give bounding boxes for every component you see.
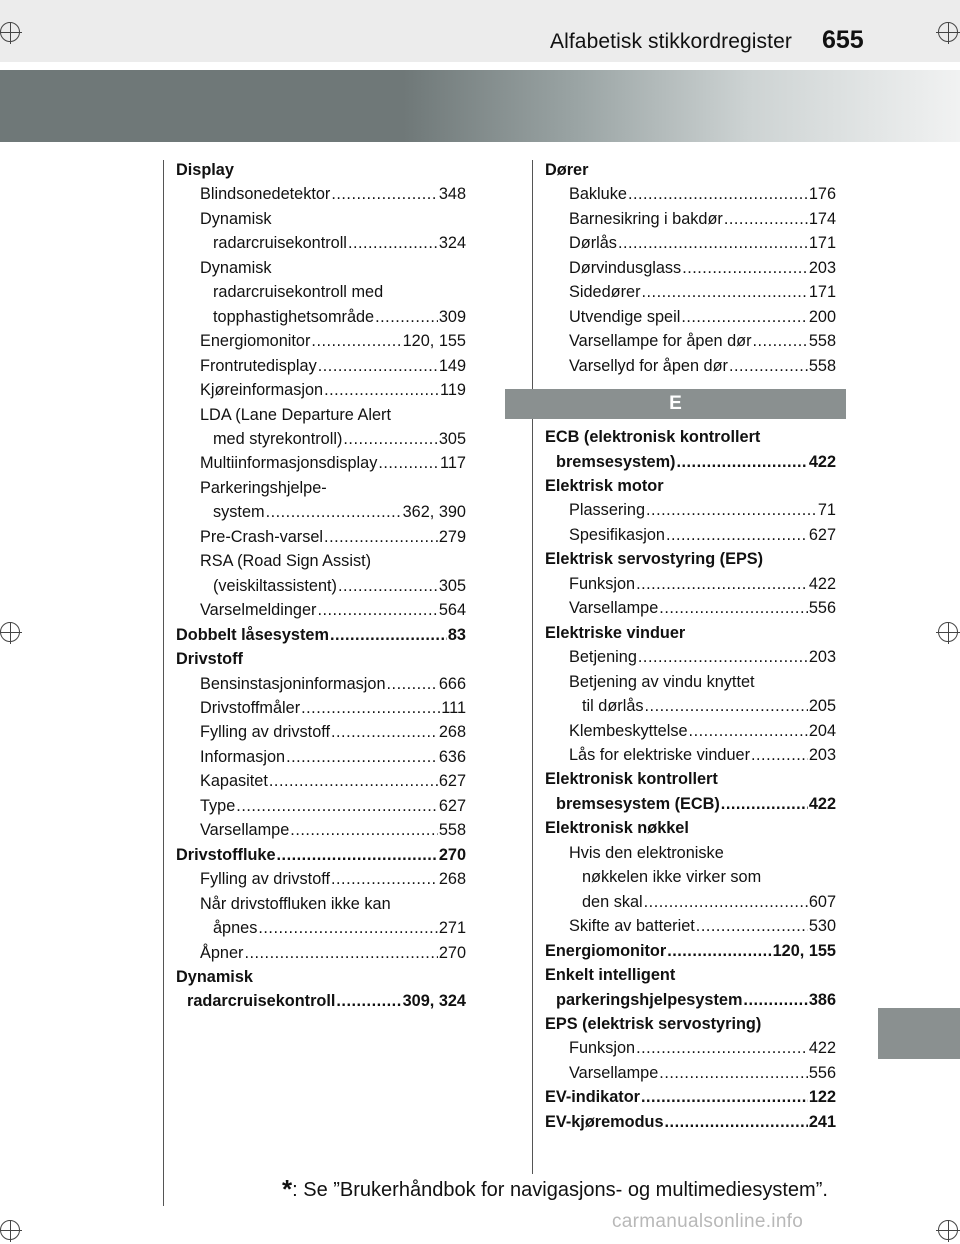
index-entry-page: 309	[438, 307, 466, 326]
index-entry-label: Blindsonedetektor	[200, 185, 331, 204]
index-entry	[545, 988, 836, 1012]
left-margin-rule	[163, 160, 164, 1206]
index-entry-label: Display	[176, 161, 234, 179]
index-entry-page: 627	[438, 796, 466, 815]
index-entry-label: Funksjon	[569, 574, 636, 593]
index-entry	[176, 623, 466, 647]
index-entry-page: 362, 390	[402, 503, 466, 522]
index-entry	[176, 403, 466, 427]
dot-leader	[324, 378, 439, 402]
index-entry	[176, 549, 466, 573]
index-entry-label: Lås for elektriske vinduer	[569, 745, 750, 764]
index-entry-page: 422	[808, 794, 836, 813]
index-entry	[176, 696, 466, 720]
index-entry-page: 120, 155	[402, 332, 466, 351]
dot-leader	[681, 305, 808, 329]
index-entry-page: 422	[808, 1039, 836, 1058]
index-entry-page: 607	[808, 892, 836, 911]
dot-leader	[645, 694, 808, 718]
dot-leader	[338, 574, 438, 598]
index-entry-page: 200	[808, 307, 836, 326]
index-entry-page: 204	[808, 721, 836, 740]
index-entry-page: 111	[441, 698, 466, 717]
dot-leader	[387, 672, 438, 696]
index-entry-label: Åpner	[200, 943, 244, 962]
index-entry	[545, 498, 836, 522]
dot-leader	[667, 939, 771, 963]
dot-leader	[311, 329, 401, 353]
watermark: carmanualsonline.info	[612, 1211, 804, 1232]
index-entry-label: bremsesystem (ECB)	[556, 794, 720, 813]
index-group-e	[545, 425, 836, 1134]
index-entry-label: Energiomonitor	[200, 332, 311, 351]
index-entry	[545, 670, 836, 694]
dot-leader	[330, 623, 447, 647]
index-entry-page: 271	[438, 919, 466, 938]
index-entry-label: Elektronisk nøkkel	[545, 819, 689, 838]
index-entry-page: 558	[808, 356, 836, 375]
index-entry	[176, 354, 466, 378]
index-entry	[176, 647, 466, 671]
index-entry	[545, 572, 836, 596]
index-entry-label: EV-indikator	[545, 1088, 640, 1107]
dot-leader	[318, 354, 438, 378]
index-entry	[176, 745, 466, 769]
index-entry-page: 305	[438, 429, 466, 448]
index-entry	[176, 965, 466, 989]
dot-leader	[642, 280, 808, 304]
chapter-thumb-tab	[878, 1008, 960, 1059]
index-entry	[545, 231, 836, 255]
index-entry-label: Varsellampe	[200, 821, 290, 840]
page-title: Alfabetisk stikkordregister	[550, 30, 792, 53]
index-entry-page: 83	[447, 625, 466, 644]
index-entry-label: Varselmeldinger	[200, 601, 317, 620]
index-entry-label: Pre-Crash-varsel	[200, 527, 324, 546]
dot-leader	[269, 769, 438, 793]
index-entry-page: 627	[808, 525, 836, 544]
dot-leader	[676, 450, 807, 474]
index-entry	[545, 474, 836, 498]
index-entry	[176, 916, 466, 940]
index-entry-label: EPS (elektrisk servostyring)	[545, 1014, 762, 1033]
index-entry	[545, 280, 836, 304]
index-entry-label: Hvis den elektroniske	[569, 843, 724, 862]
page-number: 655	[822, 26, 864, 54]
index-entry	[545, 792, 836, 816]
index-entry	[545, 256, 836, 280]
dot-leader	[724, 207, 808, 231]
index-entry-label: Utvendige speil	[569, 307, 681, 326]
index-entry-label: Funksjon	[569, 1039, 636, 1058]
index-entry	[176, 158, 466, 182]
index-entry-label: Elektronisk kontrollert	[545, 770, 718, 789]
index-entry-label: Betjening av vindu knyttet	[569, 672, 755, 691]
dot-leader	[696, 914, 808, 938]
section-letter-bar: E	[505, 389, 846, 419]
index-entry-label: Plassering	[569, 501, 646, 520]
dot-leader	[636, 572, 808, 596]
index-entry	[176, 451, 466, 475]
dot-leader	[290, 818, 438, 842]
index-entry-label: radarcruisekontroll	[187, 992, 336, 1011]
index-entry	[176, 231, 466, 255]
dot-leader	[286, 745, 438, 769]
index-entry-page: 627	[438, 772, 466, 791]
dot-leader	[375, 305, 438, 329]
dot-leader	[324, 525, 438, 549]
index-entry	[545, 865, 836, 889]
index-entry	[176, 794, 466, 818]
index-entry-label: Skifte av batteriet	[569, 917, 695, 936]
index-column-left	[176, 158, 466, 1014]
dot-leader	[343, 427, 437, 451]
index-entry-label: parkeringshjelpesystem	[556, 990, 743, 1009]
index-entry	[545, 450, 836, 474]
column-divider-rule	[532, 160, 533, 1174]
index-entry-page: 241	[808, 1112, 836, 1131]
index-entry	[545, 158, 836, 182]
index-entry-label: Fylling av drivstoff	[200, 723, 330, 742]
index-entry-page: 203	[808, 648, 836, 667]
index-entry-page: 268	[438, 723, 466, 742]
dot-leader	[646, 498, 817, 522]
dot-leader	[644, 890, 808, 914]
index-entry-label: Drivstoffmåler	[200, 698, 301, 717]
dot-leader	[721, 792, 808, 816]
index-entry	[545, 890, 836, 914]
dot-leader	[266, 500, 402, 524]
index-entry	[176, 329, 466, 353]
index-entry-label: Elektrisk servostyring (EPS)	[545, 550, 764, 569]
index-entry-label: Varsellyd for åpen dør	[569, 356, 728, 375]
index-entry	[545, 963, 836, 987]
index-entry-label: system	[213, 503, 265, 522]
index-entry	[545, 694, 836, 718]
index-entry-page: 149	[438, 356, 466, 375]
index-entry	[176, 941, 466, 965]
index-entry-page: 122	[808, 1088, 836, 1107]
index-entry-label: Bakluke	[569, 185, 627, 204]
page-header-bar	[0, 0, 960, 62]
index-column-right	[545, 158, 836, 1134]
dot-leader	[301, 696, 440, 720]
index-entry-page: 556	[808, 599, 836, 618]
index-entry	[176, 305, 466, 329]
index-entry	[545, 1085, 836, 1109]
dot-leader	[665, 1110, 808, 1134]
index-entry-page: 666	[438, 674, 466, 693]
index-entry-page: 270	[438, 845, 466, 864]
index-entry-label: med styrekontroll)	[213, 429, 343, 448]
index-entry-label: Betjening	[569, 648, 637, 667]
index-entry	[176, 476, 466, 500]
index-entry-label: Drivstoff	[176, 650, 243, 669]
index-entry-label: Spesifikasjon	[569, 525, 665, 544]
index-entry-page: 564	[438, 601, 466, 620]
dot-leader	[378, 451, 439, 475]
dot-leader	[336, 989, 401, 1013]
index-entry-page: 279	[438, 527, 466, 546]
index-entry-label: Sidedører	[569, 283, 641, 302]
index-entry-page: 530	[808, 917, 836, 936]
index-entry-page: 203	[808, 745, 836, 764]
index-entry	[176, 378, 466, 402]
index-entry	[545, 841, 836, 865]
index-entry-label: Dynamisk	[200, 209, 272, 228]
dot-leader	[331, 182, 437, 206]
index-group-d	[545, 158, 836, 378]
dot-leader	[636, 1036, 808, 1060]
index-entry	[545, 207, 836, 231]
dot-leader	[236, 794, 438, 818]
index-entry-label: (veiskiltassistent)	[213, 576, 337, 595]
header-gradient-band	[0, 70, 960, 142]
dot-leader	[258, 916, 437, 940]
index-entry	[176, 500, 466, 524]
index-entry-label: Enkelt intelligent	[545, 966, 676, 985]
index-entry-label: Multiinformasjonsdisplay	[200, 454, 378, 473]
index-entry-label: Klembeskyttelse	[569, 721, 688, 740]
index-entry	[545, 354, 836, 378]
index-entry-label: ECB (elektronisk kontrollert	[545, 428, 761, 447]
index-entry	[545, 1036, 836, 1060]
index-entry-label: LDA (Lane Departure Alert	[200, 405, 391, 424]
index-entry	[176, 525, 466, 549]
index-entry-page: 305	[438, 576, 466, 595]
index-entry-label: Fylling av drivstoff	[200, 870, 330, 889]
index-entry-page: 558	[808, 332, 836, 351]
index-entry	[176, 818, 466, 842]
index-entry-label: Elektriske vinduer	[545, 623, 686, 642]
index-entry	[545, 621, 836, 645]
index-entry-label: Frontrutedisplay	[200, 356, 317, 375]
index-entry	[545, 329, 836, 353]
footnote	[282, 1174, 828, 1205]
dot-leader	[659, 1061, 808, 1085]
index-entry-label: Dynamisk	[200, 258, 272, 277]
index-entry-label: topphastighetsområde	[213, 307, 375, 326]
index-entry	[545, 182, 836, 206]
index-entry	[176, 672, 466, 696]
index-entry	[545, 645, 836, 669]
index-entry	[545, 1110, 836, 1134]
dot-leader	[641, 1085, 808, 1109]
index-entry-label: Dobbelt låsesystem	[176, 625, 329, 644]
index-entry	[176, 256, 466, 280]
index-entry	[176, 720, 466, 744]
index-entry-label: Elektrisk motor	[545, 476, 664, 495]
index-entry-label: Varsellampe	[569, 1063, 659, 1082]
index-entry-page: 348	[438, 185, 466, 204]
index-entry	[176, 427, 466, 451]
index-entry	[545, 939, 836, 963]
index-entry-label: åpnes	[213, 919, 258, 938]
index-entry	[545, 305, 836, 329]
index-entry-label: Dørvindusglass	[569, 258, 682, 277]
index-entry-label: Kapasitet	[200, 772, 268, 791]
index-entry	[545, 743, 836, 767]
index-entry	[176, 574, 466, 598]
index-entry-page: 205	[808, 697, 836, 716]
index-entry-label: Dørlås	[569, 234, 617, 253]
index-entry-label: Energiomonitor	[545, 941, 667, 960]
index-entry	[176, 182, 466, 206]
index-entry-label: EV-kjøremodus	[545, 1112, 664, 1131]
index-entry-page: 270	[438, 943, 466, 962]
dot-leader	[331, 867, 438, 891]
footnote-text: : Se ”Brukerhåndbok for navigasjons- og multimediesystem”.	[292, 1179, 828, 1201]
dot-leader	[753, 329, 808, 353]
index-entry-label: bremsesystem)	[556, 452, 676, 471]
index-entry-label: Informasjon	[200, 747, 286, 766]
dot-leader	[659, 596, 808, 620]
index-entry-label: Kjøreinformasjon	[200, 381, 324, 400]
index-entry-page: 174	[808, 209, 836, 228]
dot-leader	[348, 231, 438, 255]
index-entry-label: Når drivstoffluken ikke kan	[200, 894, 391, 913]
index-entry	[176, 769, 466, 793]
index-entry-label: Varsellampe	[569, 599, 659, 618]
dot-leader	[628, 182, 808, 206]
index-entry	[545, 425, 836, 449]
index-entry	[545, 1012, 836, 1036]
index-entry-page: 117	[440, 454, 466, 473]
index-entry	[545, 547, 836, 571]
index-entry-label: nøkkelen ikke virker som	[582, 868, 762, 887]
index-entry-page: 324	[438, 234, 466, 253]
index-entry	[176, 892, 466, 916]
index-entry-page: 556	[808, 1063, 836, 1082]
index-entry	[545, 1061, 836, 1085]
dot-leader	[317, 598, 437, 622]
index-entry-label: RSA (Road Sign Assist)	[200, 552, 372, 571]
index-entry-page: 422	[808, 452, 836, 471]
index-entry-page: 176	[808, 185, 836, 204]
index-entry	[545, 767, 836, 791]
dot-leader	[729, 354, 808, 378]
index-entry-page: 558	[438, 821, 466, 840]
dot-leader	[743, 988, 807, 1012]
index-entry	[545, 914, 836, 938]
index-entry-page: 268	[438, 870, 466, 889]
index-entry-page: 309, 324	[402, 992, 466, 1011]
index-entry-page: 171	[808, 283, 836, 302]
index-entry	[176, 867, 466, 891]
index-entry	[176, 598, 466, 622]
index-entry-label: den skal	[582, 892, 643, 911]
index-entry-page: 171	[808, 234, 836, 253]
index-entry-label: Parkeringshjelpe-	[200, 478, 327, 497]
index-entry-page: 422	[808, 574, 836, 593]
index-entry	[176, 207, 466, 231]
dot-leader	[277, 843, 438, 867]
dot-leader	[331, 720, 438, 744]
footnote-marker: *	[282, 1174, 293, 1204]
dot-leader	[618, 231, 808, 255]
dot-leader	[666, 523, 808, 547]
index-entry	[545, 816, 836, 840]
index-entry-page: 71	[817, 501, 836, 520]
dot-leader	[682, 256, 808, 280]
index-entry-page: 636	[438, 747, 466, 766]
index-entry-page: 120, 155	[772, 941, 836, 960]
index-entry-page: 386	[808, 990, 836, 1009]
index-entry	[176, 280, 466, 304]
index-entry-label: Drivstoffluke	[176, 845, 276, 864]
index-entry-label: Dynamisk	[176, 967, 253, 986]
index-entry-label: til dørlås	[582, 697, 644, 716]
index-entry	[545, 523, 836, 547]
index-entry	[176, 989, 466, 1013]
index-entry-label: Varsellampe for åpen dør	[569, 332, 752, 351]
index-entry-label: Type	[200, 796, 236, 815]
index-entry-page: 203	[808, 258, 836, 277]
dot-leader	[689, 719, 808, 743]
index-entry	[545, 719, 836, 743]
index-entry	[545, 596, 836, 620]
index-entry-label: Dører	[545, 161, 589, 179]
index-entry	[176, 843, 466, 867]
index-entry-page: 119	[440, 381, 466, 400]
index-entry-label: Bensinstasjoninformasjon	[200, 674, 386, 693]
dot-leader	[751, 743, 808, 767]
dot-leader	[244, 941, 437, 965]
index-entry-label: radarcruisekontroll med	[213, 283, 384, 302]
dot-leader	[638, 645, 808, 669]
index-entry-label: radarcruisekontroll	[213, 234, 347, 253]
index-entry-label: Barnesikring i bakdør	[569, 209, 723, 228]
